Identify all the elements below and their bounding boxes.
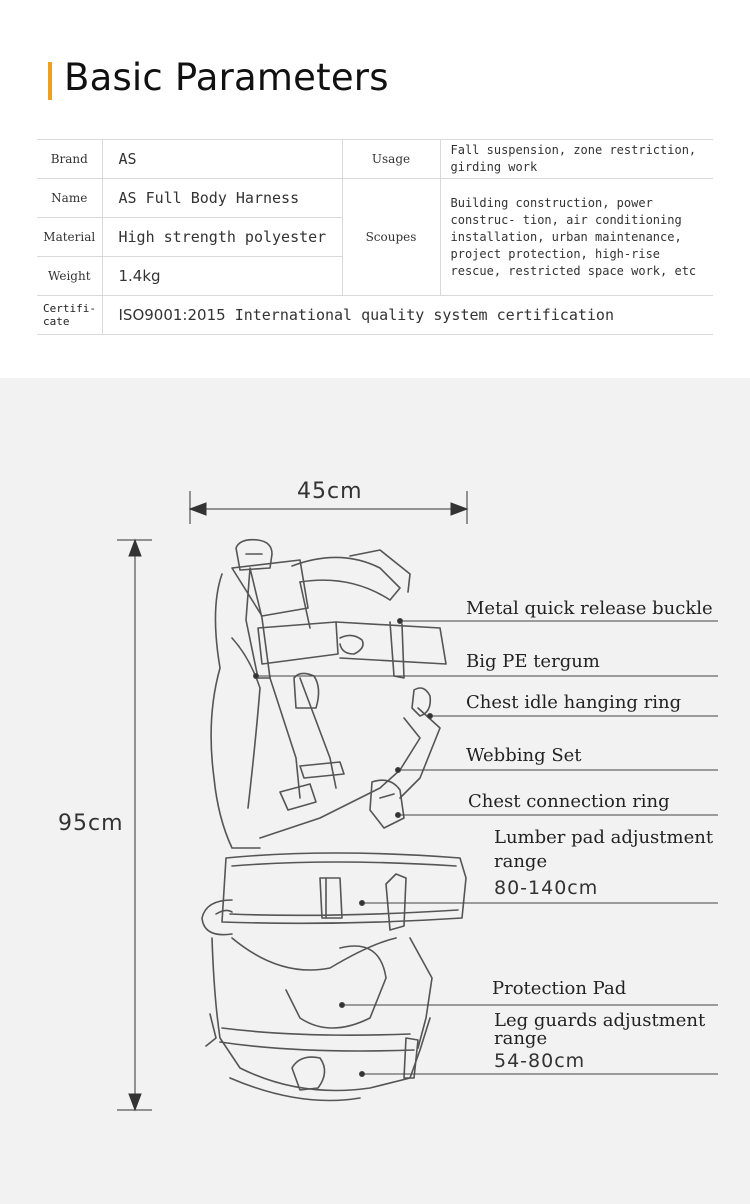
table-row <box>37 179 713 218</box>
certificate-text: International quality system certification <box>234 306 614 324</box>
brand-value: AS <box>102 140 342 179</box>
height-dimension-label: 95cm <box>58 811 124 836</box>
weight-label: Weight <box>37 257 102 296</box>
material-label: Material <box>37 218 102 257</box>
callout-chest-connection: Chest connection ring <box>468 791 670 812</box>
callout-lumber-line2: range <box>494 851 548 872</box>
harness-illustration <box>202 540 466 1101</box>
callout-chest-ring: Chest idle hanging ring <box>466 692 682 713</box>
callout-lumber-range: 80-140cm <box>494 877 599 899</box>
callout-lumber-line1: Lumber pad adjustment <box>494 827 714 848</box>
callout-buckle: Metal quick release buckle <box>466 598 713 619</box>
title-accent-bar <box>48 62 52 100</box>
callout-webbing: Webbing Set <box>466 745 582 766</box>
name-value: AS Full Body Harness <box>102 179 342 218</box>
diagram-section <box>0 378 750 1204</box>
page-title: Basic Parameters <box>64 56 389 99</box>
brand-label: Brand <box>37 140 102 179</box>
certificate-value <box>102 296 713 335</box>
usage-value: Fall suspension, zone restriction, girding work <box>440 140 713 179</box>
scoupes-value: Building construction, power construc- tion, air conditioning installation, urban maintenance, project protection, high-rise rescue, restricted space work, etc <box>440 179 713 296</box>
callout-leg-range: 54-80cm <box>494 1050 586 1072</box>
width-dimension-label: 45cm <box>297 479 363 504</box>
usage-label: Usage <box>342 140 440 179</box>
certificate-code: ISO9001:2015 <box>118 306 226 324</box>
table-row <box>37 296 713 335</box>
name-label: Name <box>37 179 102 218</box>
parameters-table <box>37 139 713 335</box>
callout-leg-line2: range <box>494 1028 548 1049</box>
callout-tergum: Big PE tergum <box>466 651 600 672</box>
scoupes-label: Scoupes <box>342 179 440 296</box>
table-row <box>37 140 713 179</box>
certificate-label: Certifi- cate <box>37 296 102 335</box>
parameters-section <box>0 0 750 378</box>
callout-protection: Protection Pad <box>492 978 627 999</box>
callout-leg-line1: Leg guards adjustment <box>494 1010 706 1031</box>
material-value: High strength polyester <box>102 218 342 257</box>
weight-value: 1.4kg <box>102 257 342 296</box>
